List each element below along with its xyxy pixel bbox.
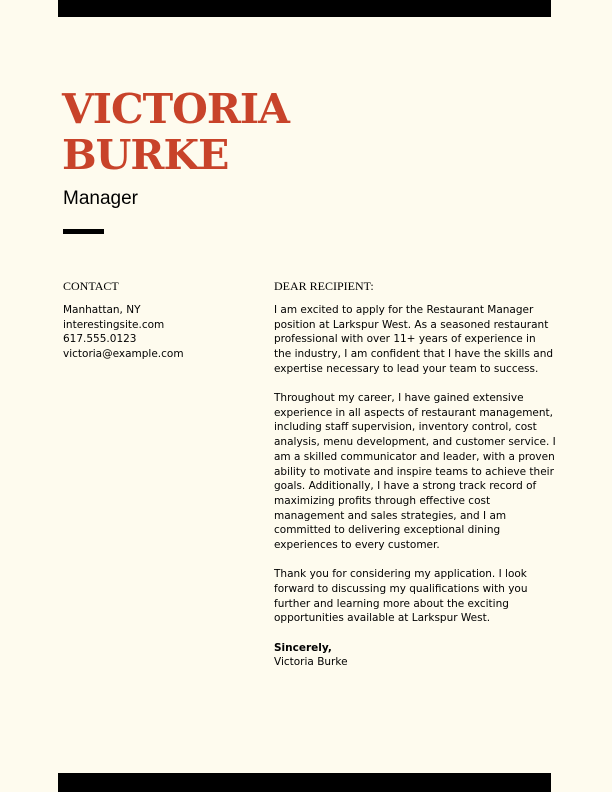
letter-paragraph: I am excited to apply for the Restaurant Manager position at Larkspur West. As a seasoned restaurant professional with over 11+ years of experience in the industry, I am confident that I have the skills and expertise necessary to lead your team to success. <box>274 304 554 375</box>
contact-heading: CONTACT <box>63 279 119 293</box>
contact-section <box>63 279 253 361</box>
contact-location: Manhattan, NY <box>63 304 141 316</box>
signature-name: Victoria Burke <box>274 656 348 669</box>
top-decorative-bar <box>58 0 551 17</box>
letter-paragraph: Thank you for considering my application. I look forward to discussing my qualifications with you further and learning more about the exciting opportunities available at Larkspur West. <box>274 568 528 625</box>
contact-website[interactable]: interestingsite.com <box>63 318 165 331</box>
job-title: Manager <box>63 188 138 209</box>
first-name: VICTORIA <box>62 85 289 133</box>
applicant-name <box>62 86 289 178</box>
closing: Sincerely, <box>274 641 332 654</box>
letter-paragraph: Throughout my career, I have gained extensive experience in all aspects of restaurant management, including staff supervision, inventory control, cost analysis, menu development, and customer service. I am a skilled communicator and leader, with a proven ability to motivate and inspire teams to achieve their goals. Additionally, I have a strong track record of maximizing profits through effective cost management and sales strategies, and I am committed to delivering exceptional dining experiences to every customer. <box>274 392 556 552</box>
contact-email[interactable]: victoria@example.com <box>63 347 184 360</box>
salutation: DEAR RECIPIENT: <box>274 279 374 293</box>
signature-block <box>274 641 556 670</box>
contact-phone[interactable]: 617.555.0123 <box>63 333 137 346</box>
letter-body <box>274 279 556 670</box>
last-name: BURKE <box>62 131 229 179</box>
bottom-decorative-bar <box>58 773 551 792</box>
accent-divider <box>63 229 104 234</box>
